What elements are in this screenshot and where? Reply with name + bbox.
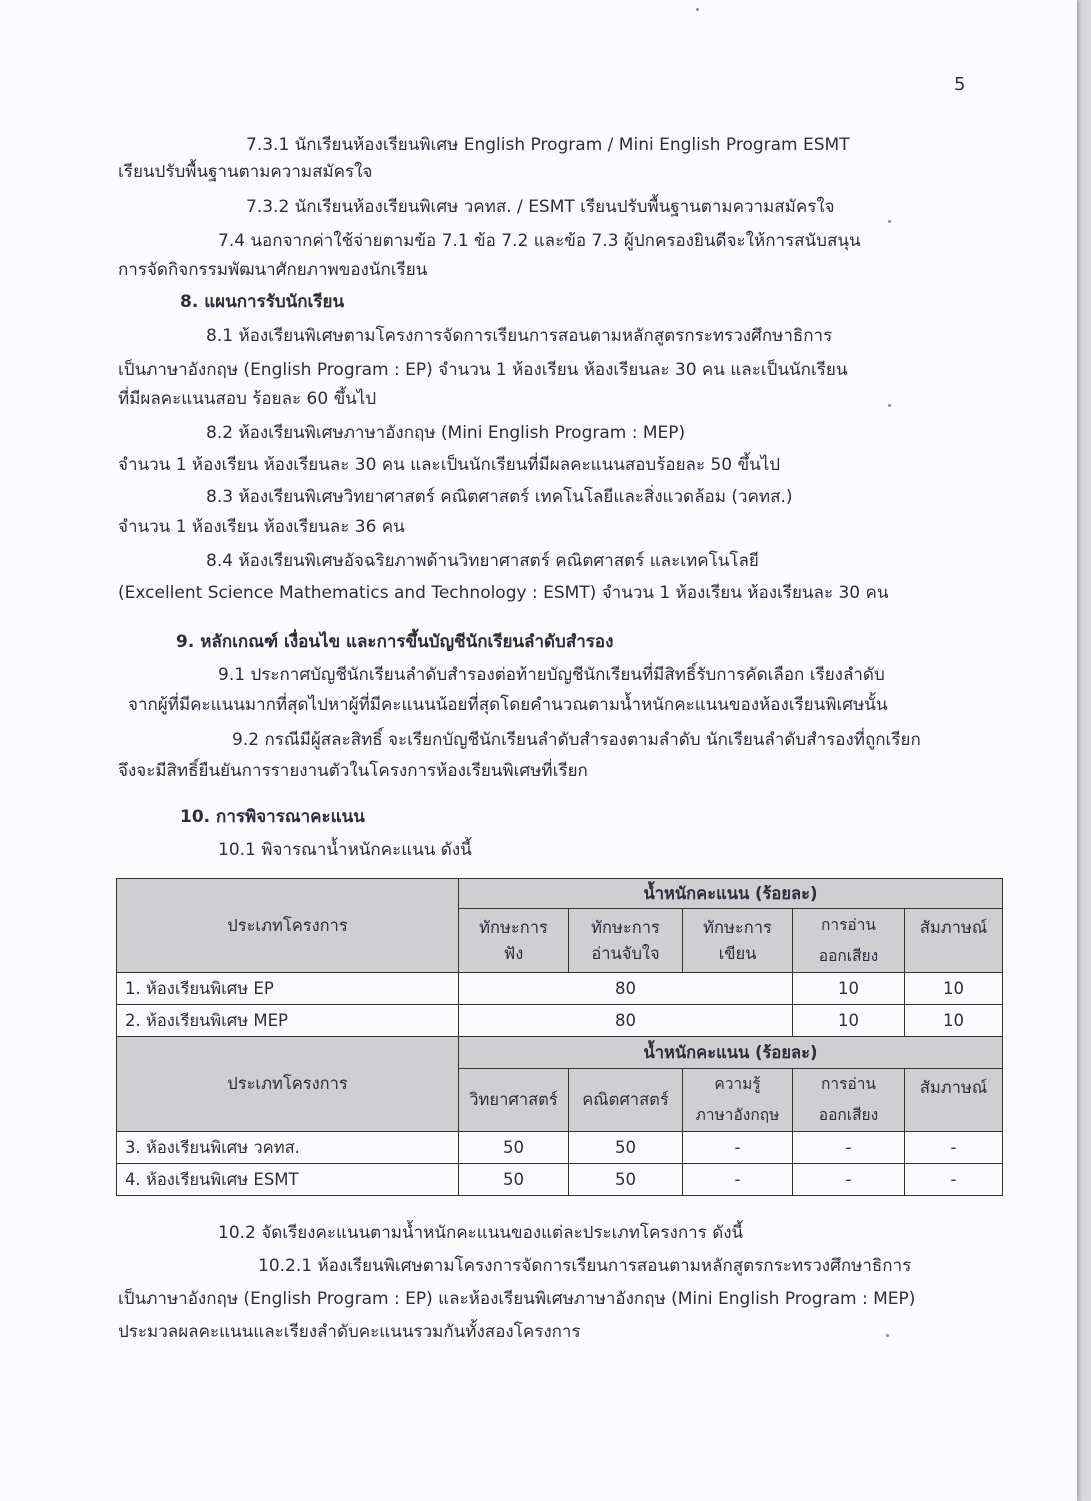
scan-speck <box>888 404 891 407</box>
cell-value: 80 <box>459 1005 793 1037</box>
text-line: เป็นภาษาอังกฤษ (English Program : EP) และห้องเรียนพิเศษภาษาอังกฤษ (Mini English Program : MEP) <box>118 1289 916 1309</box>
section-8-heading: 8. แผนการรับนักเรียน <box>180 292 345 312</box>
text-line: 8.1 ห้องเรียนพิเศษตามโครงการจัดการเรียนการสอนตามหลักสูตรกระทรวงศึกษาธิการ <box>206 326 833 346</box>
text-line: จึงจะมีสิทธิ์ยืนยันการรายงานตัวในโครงการห้องเรียนพิเศษที่เรียก <box>118 761 588 781</box>
weight-header: น้ำหนักคะแนน (ร้อยละ) <box>459 879 1003 909</box>
col-header: การอ่าน ออกเสียง <box>793 1069 905 1132</box>
section-9-heading: 9. หลักเกณฑ์ เงื่อนไข และการขึ้นบัญชีนักเรียนลำดับสำรอง <box>176 632 614 652</box>
row-label: 2. ห้องเรียนพิเศษ MEP <box>117 1005 459 1037</box>
table-row <box>117 1164 1003 1196</box>
text-line: การจัดกิจกรรมพัฒนาศักยภาพของนักเรียน <box>118 260 428 280</box>
text-line: 8.3 ห้องเรียนพิเศษวิทยาศาสตร์ คณิตศาสตร์ เทคโนโลยีและสิ่งแวดล้อม (วคทส.) <box>206 487 793 507</box>
table-row <box>117 1005 1003 1037</box>
text-line: จากผู้ที่มีคะแนนมากที่สุดไปหาผู้ที่มีคะแนนน้อยที่สุดโดยคำนวณตามน้ำหนักคะแนนของห้องเรียนพิเศษนั้น <box>128 695 888 715</box>
scan-speck <box>696 8 699 11</box>
col-header: สัมภาษณ์ <box>905 909 1003 973</box>
cell-value: - <box>793 1132 905 1164</box>
cell-value: - <box>905 1164 1003 1196</box>
cell-value: 10 <box>793 973 905 1005</box>
cell-value: - <box>683 1164 793 1196</box>
cell-value: 10 <box>905 973 1003 1005</box>
scan-speck <box>886 1334 889 1337</box>
text-line: ที่มีผลคะแนนสอบ ร้อยละ 60 ขึ้นไป <box>118 389 377 409</box>
score-weight-table <box>116 878 1003 1196</box>
cell-value: - <box>793 1164 905 1196</box>
text-line: 7.3.1 นักเรียนห้องเรียนพิเศษ English Program / Mini English Program ESMT <box>246 135 850 155</box>
col-header: สัมภาษณ์ <box>905 1069 1003 1132</box>
text-line: จำนวน 1 ห้องเรียน ห้องเรียนละ 36 คน <box>118 517 405 537</box>
text-line: 10.2.1 ห้องเรียนพิเศษตามโครงการจัดการเรียนการสอนตามหลักสูตรกระทรวงศึกษาธิการ <box>258 1256 912 1276</box>
col-header: การอ่าน ออกเสียง <box>793 909 905 973</box>
section-10-heading: 10. การพิจารณาคะแนน <box>180 807 365 827</box>
text-line: ประมวลผลคะแนนและเรียงลำดับคะแนนรวมกันทั้งสองโครงการ <box>118 1322 581 1342</box>
row-label: 4. ห้องเรียนพิเศษ ESMT <box>117 1164 459 1196</box>
text-line: เรียนปรับพื้นฐานตามความสมัครใจ <box>118 162 373 182</box>
col-header: คณิตศาสตร์ <box>569 1069 683 1132</box>
table-row <box>117 1132 1003 1164</box>
text-line: 7.4 นอกจากค่าใช้จ่ายตามข้อ 7.1 ข้อ 7.2 และข้อ 7.3 ผู้ปกครองยินดีจะให้การสนับสนุน <box>218 231 861 251</box>
scan-speck <box>888 220 891 223</box>
col-header: วิทยาศาสตร์ <box>459 1069 569 1132</box>
cell-value: - <box>905 1132 1003 1164</box>
cell-value: 80 <box>459 973 793 1005</box>
cell-value: 10 <box>793 1005 905 1037</box>
cell-value: 50 <box>459 1164 569 1196</box>
project-type-header: ประเภทโครงการ <box>117 1037 459 1132</box>
text-line: 10.1 พิจารณาน้ำหนักคะแนน ดังนี้ <box>218 840 472 860</box>
cell-value: 50 <box>569 1164 683 1196</box>
table-row <box>117 973 1003 1005</box>
col-header: ทักษะการ ฟัง <box>459 909 569 973</box>
weight-header: น้ำหนักคะแนน (ร้อยละ) <box>459 1037 1003 1069</box>
cell-value: - <box>683 1132 793 1164</box>
text-line: 9.2 กรณีมีผู้สละสิทธิ์ จะเรียกบัญชีนักเรียนลำดับสำรองตามลำดับ นักเรียนลำดับสำรองที่ถูกเรียก <box>232 730 921 750</box>
page-number: 5 <box>954 74 966 95</box>
col-header: ทักษะการ เขียน <box>683 909 793 973</box>
text-line: เป็นภาษาอังกฤษ (English Program : EP) จำนวน 1 ห้องเรียน ห้องเรียนละ 30 คน และเป็นนักเรียน <box>118 360 848 380</box>
col-header: ทักษะการ อ่านจับใจ <box>569 909 683 973</box>
cell-value: 50 <box>569 1132 683 1164</box>
text-line: 9.1 ประกาศบัญชีนักเรียนลำดับสำรองต่อท้ายบัญชีนักเรียนที่มีสิทธิ์รับการคัดเลือก เรียงลำดับ <box>218 665 885 685</box>
text-line: (Excellent Science Mathematics and Technology : ESMT) จำนวน 1 ห้องเรียน ห้องเรียนละ 30 คน <box>118 583 889 603</box>
text-line: 8.2 ห้องเรียนพิเศษภาษาอังกฤษ (Mini English Program : MEP) <box>206 423 686 443</box>
row-label: 1. ห้องเรียนพิเศษ EP <box>117 973 459 1005</box>
text-line: 7.3.2 นักเรียนห้องเรียนพิเศษ วคทส. / ESMT เรียนปรับพื้นฐานตามความสมัครใจ <box>246 197 835 217</box>
text-line: จำนวน 1 ห้องเรียน ห้องเรียนละ 30 คน และเป็นนักเรียนที่มีผลคะแนนสอบร้อยละ 50 ขึ้นไป <box>118 455 781 475</box>
text-line: 8.4 ห้องเรียนพิเศษอัจฉริยภาพด้านวิทยาศาสตร์ คณิตศาสตร์ และเทคโนโลยี <box>206 551 759 571</box>
text-line: 10.2 จัดเรียงคะแนนตามน้ำหนักคะแนนของแต่ละประเภทโครงการ ดังนี้ <box>218 1223 744 1243</box>
row-label: 3. ห้องเรียนพิเศษ วคทส. <box>117 1132 459 1164</box>
project-type-header: ประเภทโครงการ <box>117 879 459 973</box>
col-header: ความรู้ ภาษาอังกฤษ <box>683 1069 793 1132</box>
cell-value: 10 <box>905 1005 1003 1037</box>
cell-value: 50 <box>459 1132 569 1164</box>
